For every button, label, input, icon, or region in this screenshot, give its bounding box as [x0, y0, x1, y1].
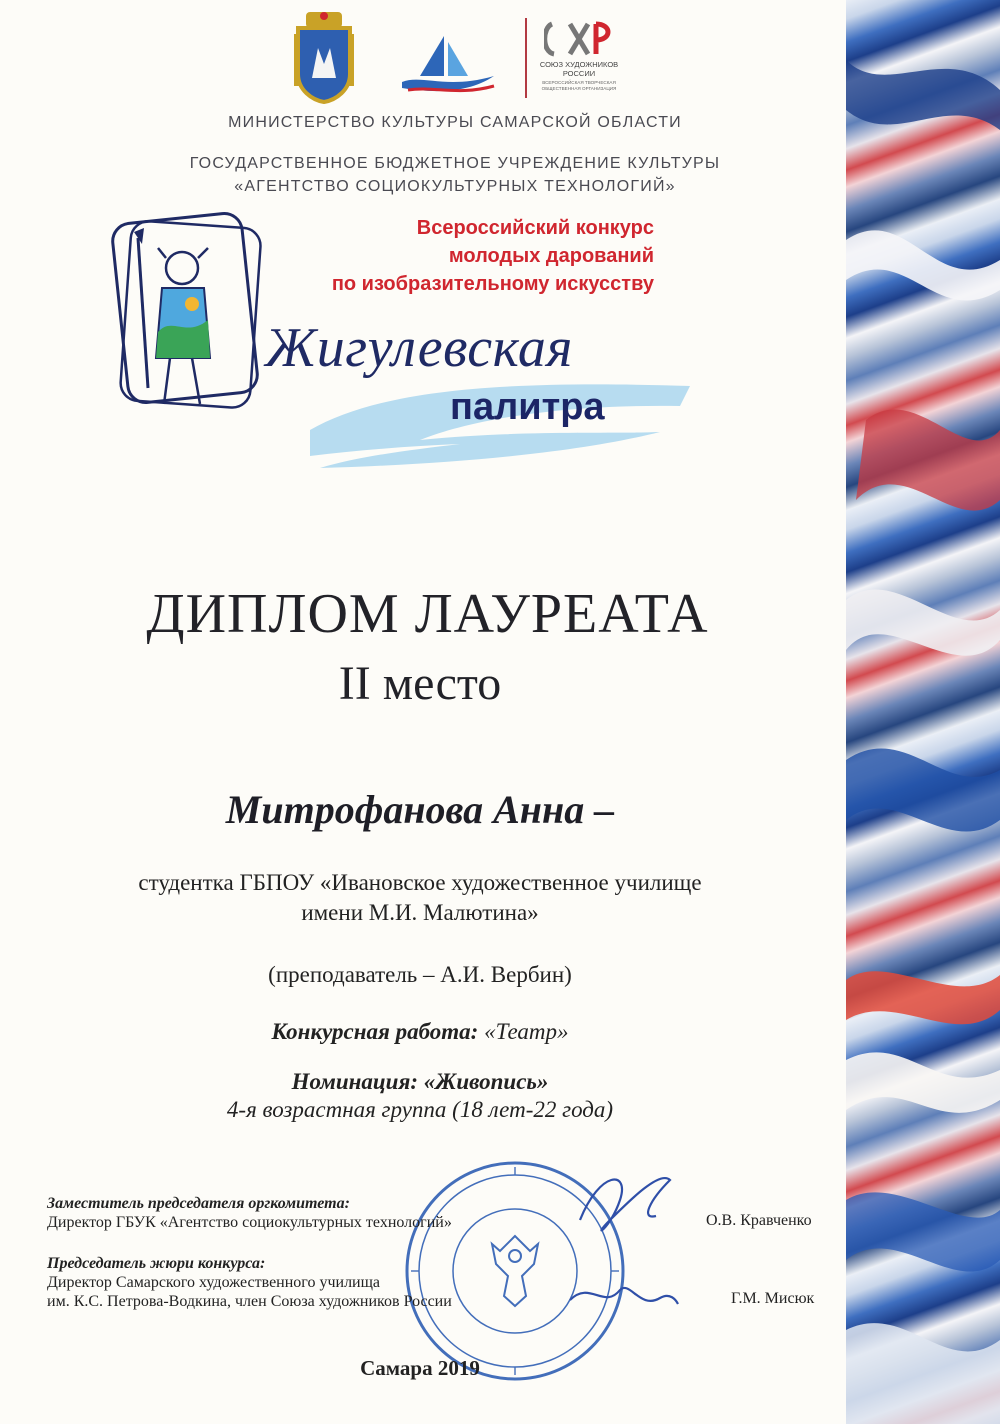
artists-union-mark-icon: [544, 18, 614, 58]
signature-scrawl: [560, 1160, 680, 1320]
winner-name: Митрофанова Анна –: [225, 787, 615, 832]
sail-logo-icon: [398, 32, 498, 96]
city-year: Самара 2019: [360, 1356, 480, 1380]
jury-name: Г.М. Мисюк: [731, 1290, 815, 1307]
contest-line-1: Всероссийский конкурс: [416, 217, 654, 239]
contest-line-3: по изобразительному искусству: [331, 273, 654, 295]
contest-name-script: Жигулевская: [265, 317, 573, 379]
ministry-title: МИНИСТЕРСТВО КУЛЬТУРЫ САМАРСКОЙ ОБЛАСТИ: [228, 114, 682, 131]
age-group: 4-я возрастная группа (18 лет-22 года): [226, 1097, 614, 1122]
jury-position-line-2: им. К.С. Петрова-Водкина, член Союза художников России: [47, 1293, 452, 1310]
agency-title: [0, 152, 910, 198]
work-label: Конкурсная работа:: [271, 1019, 479, 1044]
agency-line-2: «АГЕНТСТВО СОЦИОКУЛЬТУРНЫХ ТЕХНОЛОГИЙ»: [234, 178, 676, 195]
contest-line-2: молодых дарований: [448, 245, 654, 267]
jury-role: Председатель жюри конкурса:: [47, 1255, 266, 1272]
logo-separator: [525, 18, 527, 98]
nomination-block: [0, 1068, 840, 1124]
artists-union-logo: [534, 16, 624, 106]
artists-union-subtitle: ВСЕРОССИЙСКАЯ ТВОРЧЕСКАЯ ОБЩЕСТВЕННАЯ ОРГАНИЗАЦИЯ: [541, 80, 617, 91]
contest-name-bold: палитра: [450, 386, 605, 428]
work-title: «Театр»: [484, 1019, 569, 1044]
marble-decoration: [846, 0, 1000, 1424]
student-info: [0, 868, 840, 928]
nomination: Номинация: «Живопись»: [291, 1069, 549, 1094]
place-title: II место: [338, 657, 502, 710]
artists-union-name: СОЮЗ ХУДОЖНИКОВ РОССИИ: [539, 60, 619, 78]
contest-heading: [250, 214, 654, 298]
diploma-title: ДИПЛОМ ЛАУРЕАТА: [146, 583, 709, 645]
teacher-info: (преподаватель – А.И. Вербин): [268, 962, 572, 987]
student-line-1: студентка ГБПОУ «Ивановское художественное училище: [138, 870, 702, 895]
student-line-2: имени М.И. Малютина»: [301, 900, 539, 925]
jury-position-line-1: Директор Самарского художественного училища: [47, 1274, 381, 1291]
deputy-role: Заместитель председателя оргкомитета:: [47, 1195, 350, 1212]
deputy-position: Директор ГБУК «Агентство социокультурных технологий»: [47, 1214, 452, 1231]
agency-line-1: ГОСУДАРСТВЕННОЕ БЮДЖЕТНОЕ УЧРЕЖДЕНИЕ КУЛЬТУРЫ: [189, 155, 721, 172]
child-drawing-logo-icon: [100, 208, 270, 418]
deputy-name: О.В. Кравченко: [706, 1212, 812, 1229]
coat-of-arms-icon: [288, 8, 360, 104]
logo-row: [280, 8, 640, 108]
deputy-signature-block: [47, 1194, 452, 1232]
competition-work: [0, 1019, 840, 1045]
jury-signature-block: [47, 1254, 452, 1311]
